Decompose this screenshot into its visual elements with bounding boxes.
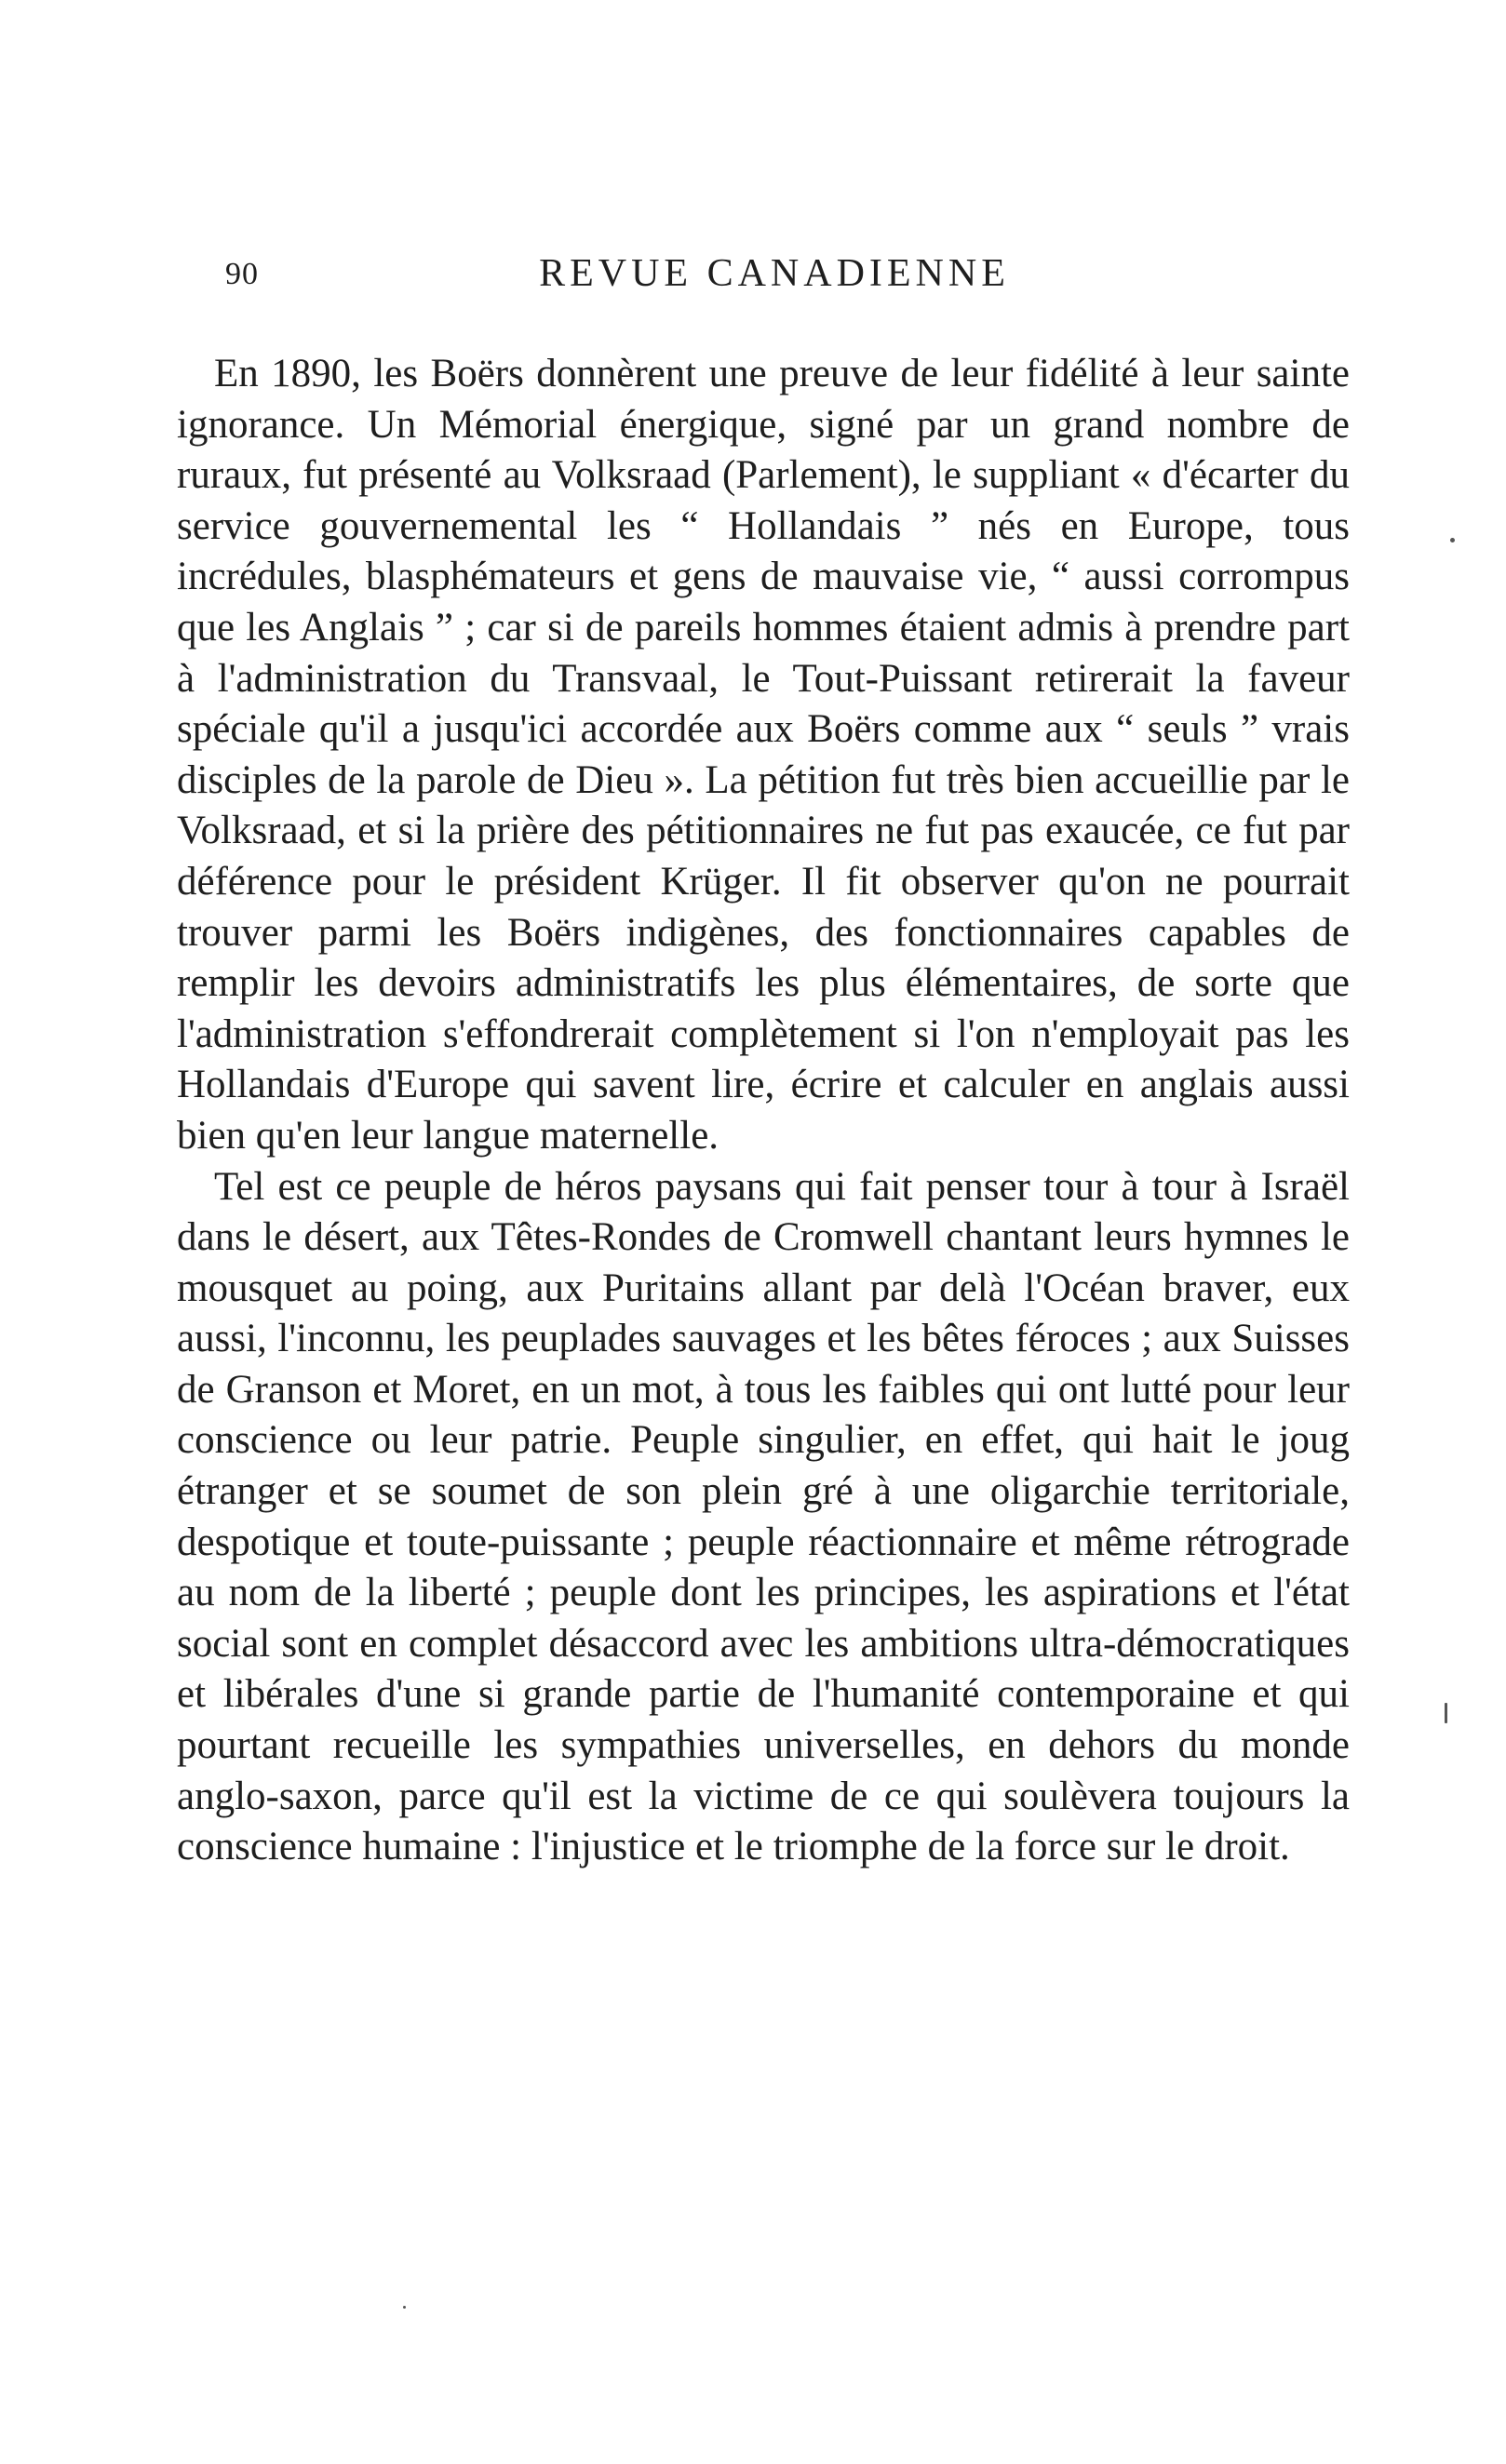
page-header [197, 251, 1351, 316]
scan-speck [1445, 1703, 1447, 1723]
paragraph-1: En 1890, les Boërs donnèrent une preuve de leur fidélité à leur sainte ignorance. Un Mémorial énergique, signé par un grand nombre de ruraux, fut présenté au Volksraad (Parlement), le suppliant « d'écarter du service gouvernemental les “ Hollandais ” nés en Europe, tous incrédules, blasphémateurs et gens de mauvaise vie, “ aussi corrompus que les Anglais ” ; car si de pareils hommes étaient admis à prendre part à l'administration du Transvaal, le Tout-Puissant retirerait la faveur spéciale qu'il a jusqu'ici accordée aux Boërs comme aux “ seuls ” vrais disciples de la parole de Dieu ». La pétition fut très bien accueillie par le Volksraad, et si la prière des pétitionnaires ne fut pas exaucée, ce fut par déférence pour le président Krüger. Il fit observer qu'on ne pourrait trouver parmi les Boërs indigènes, des fonctionnaires capables de remplir les devoirs administratifs les plus élémentaires, de sorte que l'administration s'effondrerait complètement si l'on n'employait pas les Hollandais d'Europe qui savent lire, écrire et calculer en anglais aussi bien qu'en leur langue maternelle. [177, 352, 1350, 1158]
scan-speck [403, 2306, 406, 2309]
scan-speck [1450, 538, 1455, 542]
body-text [177, 349, 1350, 1873]
running-title: REVUE CANADIENNE [539, 252, 1010, 295]
paragraph-2: Tel est ce peuple de héros paysans qui fait penser tour à tour à Israël dans le désert, aux Têtes-Rondes de Cromwell chantant leurs hymnes le mousquet au poing, aux Puritains allant par delà l'Océan braver, eux aussi, l'inconnu, les peuplades sauvages et les bêtes féroces ; aux Suisses de Granson et Moret, en un mot, à tous les faibles qui ont lutté pour leur conscience ou leur patrie. Peuple singulier, en effet, qui hait le joug étranger et se soumet de son plein gré à une oligarchie territoriale, despotique et toute-puissante ; peuple réactionnaire et même rétrograde au nom de la liberté ; peuple dont les principes, les aspirations et l'état social sont en complet désaccord avec les ambitions ultra-démocratiques et libérales d'une si grande partie de l'humanité contemporaine et qui pourtant recueille les sympathies universelles, en dehors du monde anglo-saxon, parce qu'il est la victime de ce qui soulèvera toujours la conscience humaine : l'injustice et le triomphe de la force sur le droit. [177, 1164, 1350, 1869]
page-number: 90 [225, 257, 259, 291]
